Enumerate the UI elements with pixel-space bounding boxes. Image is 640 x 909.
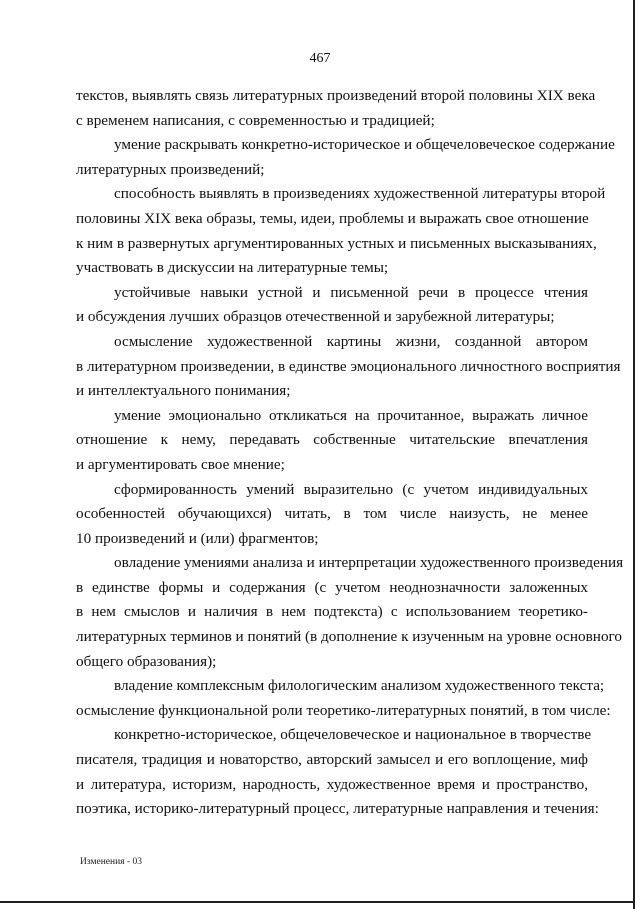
text-line: к ним в развернутых аргументированных устных и письменных высказываниях, <box>76 234 597 252</box>
text-line: в единстве формы и содержания (с учетом неоднозначности заложенных <box>76 578 588 596</box>
text-line: сформированность умений выразительно (с учетом индивидуальных <box>114 480 588 498</box>
text-line: и интеллектуального понимания; <box>76 382 291 400</box>
text-line: овладение умениями анализа и интерпретации художественного произведения <box>114 554 624 572</box>
text-line: способность выявлять в произведениях художественной литературы второй <box>114 185 606 203</box>
paragraph <box>76 551 624 674</box>
page-number: 467 <box>309 51 331 66</box>
footer-revision: Изменения - 03 <box>80 857 142 867</box>
text-line: отношение к нему, передавать собственные читательские впечатления <box>76 431 588 449</box>
text-line: осмысление художественной картины жизни, созданной автором <box>114 332 588 350</box>
text-line: в нем смыслов и наличия в нем подтекста) с использованием теоретико- <box>76 603 588 621</box>
paragraph <box>76 281 588 330</box>
paragraph <box>76 330 621 404</box>
paragraph <box>76 84 596 133</box>
text-line: 10 произведений и (или) фрагментов; <box>76 529 319 547</box>
text-line: текстов, выявлять связь литературных произведений второй половины XIX века <box>76 87 596 104</box>
text-line: поэтика, историко-литературный процесс, литературные направления и течения: <box>76 800 599 818</box>
text-line: и обсуждения лучших образцов отечественной и зарубежной литературы; <box>76 308 555 326</box>
text-line: осмысление функциональной роли теоретико-литературных понятий, в том числе: <box>76 701 611 719</box>
paragraph <box>76 478 588 552</box>
text-line: с временем написания, с современностью и традицией; <box>76 111 435 129</box>
text-line: половины XIX века образы, темы, идеи, проблемы и выражать свое отношение <box>76 209 589 227</box>
body-text <box>76 84 624 822</box>
paragraph <box>76 674 611 723</box>
text-line: литературных терминов и понятий (в дополнение к изученным на уровне основного <box>76 628 622 646</box>
scan-edge-bottom <box>0 901 634 903</box>
text-line: особенностей обучающихся) читать, в том числе наизусть, не менее <box>76 505 588 523</box>
text-line: владение комплексным филологическим анализом художественного текста; <box>114 677 605 695</box>
paragraph <box>76 182 606 280</box>
text-line: общего образования); <box>76 652 217 670</box>
text-line: умение раскрывать конкретно-историческое и общечеловеческое содержание <box>114 136 615 154</box>
paragraph <box>76 723 599 821</box>
text-line: и литература, историзм, народность, художественное время и пространство, <box>76 775 588 793</box>
text-line: участвовать в дискуссии на литературные темы; <box>76 259 389 277</box>
paragraph <box>76 133 615 182</box>
text-line: устойчивые навыки устной и письменной речи в процессе чтения <box>114 283 588 301</box>
text-line: литературных произведений; <box>76 160 265 178</box>
text-line: конкретно-историческое, общечеловеческое и национальное в творчестве <box>114 726 592 744</box>
text-line: в литературном произведении, в единстве эмоционального личностного восприятия <box>76 357 621 375</box>
paragraph <box>76 404 588 478</box>
scan-edge-right <box>633 0 635 909</box>
text-line: и аргументировать свое мнение; <box>76 455 285 473</box>
text-line: писателя, традиция и новаторство, авторский замысел и его воплощение, миф <box>76 751 588 769</box>
text-line: умение эмоционально откликаться на прочитанное, выражать личное <box>114 406 588 424</box>
